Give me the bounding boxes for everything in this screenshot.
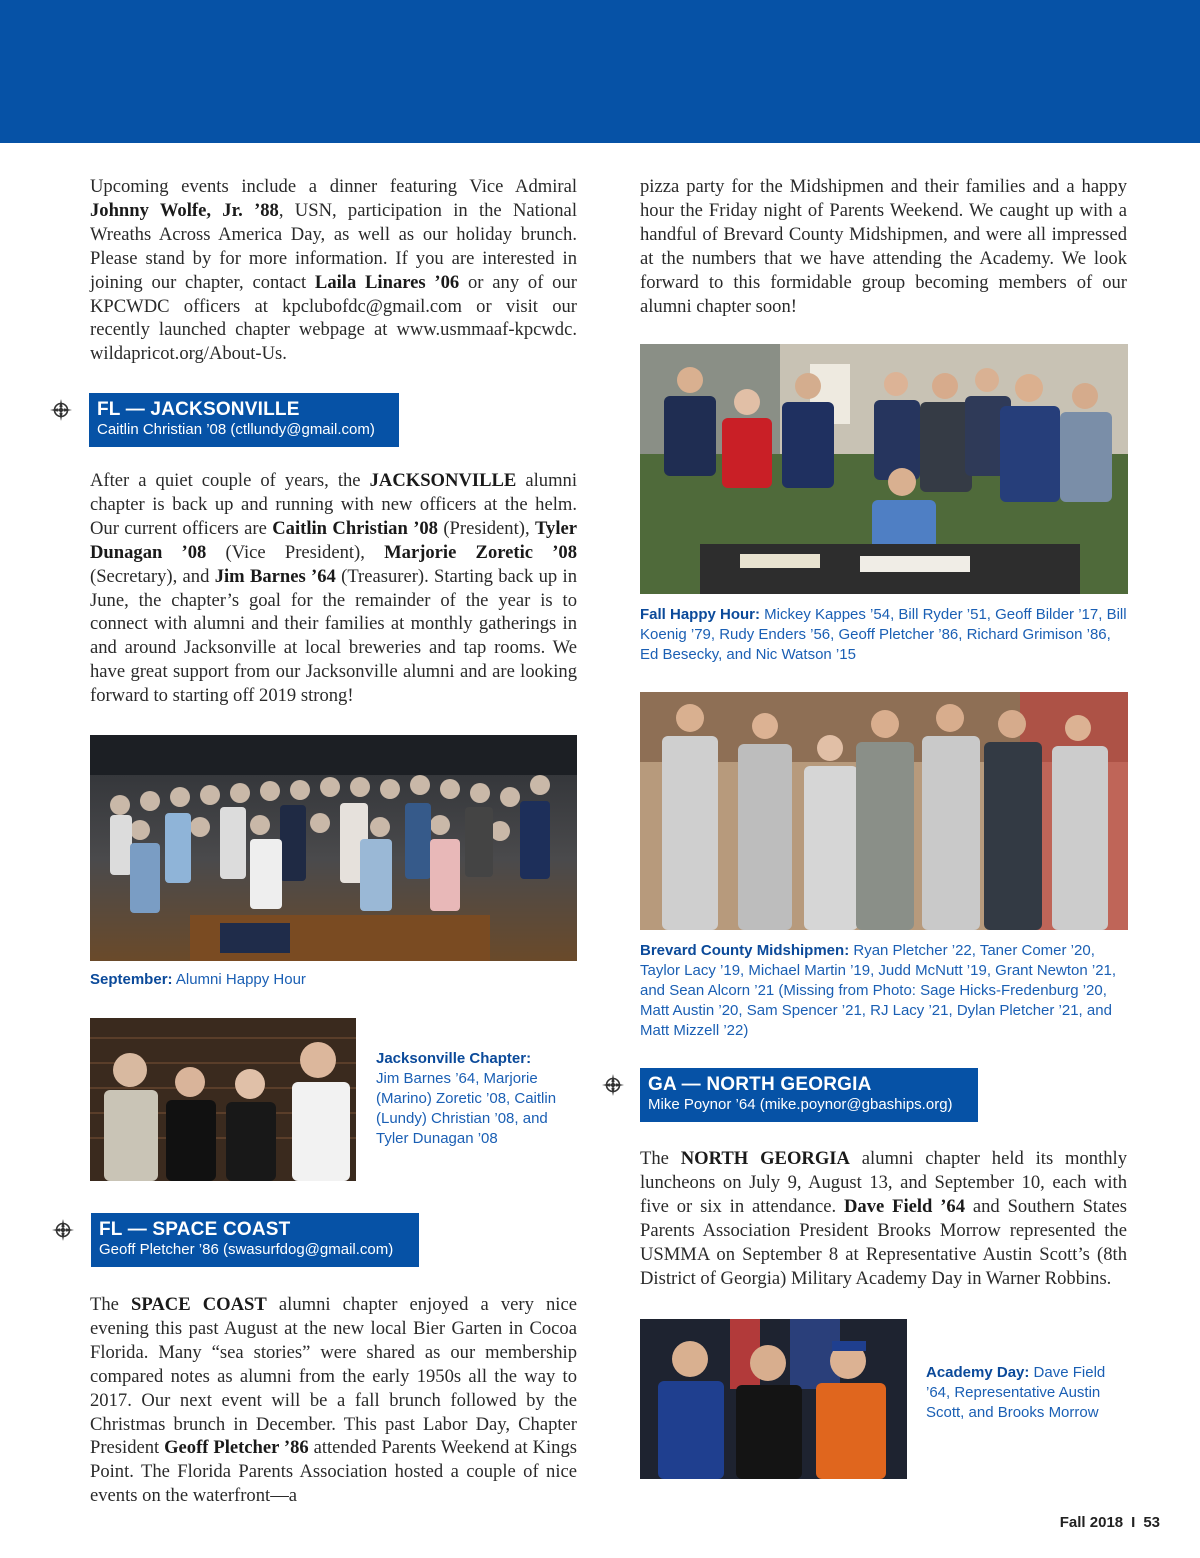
north-georgia-title: GA — NORTH GEORGIA bbox=[648, 1074, 872, 1095]
issue-label: Fall 2018 bbox=[1059, 1514, 1124, 1531]
page-footer bbox=[1060, 1514, 1160, 1531]
caption-label: Academy Day: bbox=[926, 1364, 1030, 1381]
footer-separator: I bbox=[1131, 1514, 1136, 1531]
body-text: After a quiet couple of years, the bbox=[90, 470, 370, 491]
officer-name: Marjorie Zoretic ’08 bbox=[384, 541, 577, 563]
body-text: alumni chapter enjoyed a very nice evening this past August at the new local Bier Garten in Cocoa Florida. Many “sea stories” were shared as our membership compared notes as alumni from the early 1950s all the way to 2017. Our next event will be a fall brunch followed by the Christmas brunch in December. This past Labor Day, Chapter President bbox=[90, 1294, 577, 1459]
intro-name: Johnny Wolfe, Jr. ’88 bbox=[90, 199, 279, 221]
body-text: (Secretary), and bbox=[90, 565, 215, 587]
body-text: The bbox=[640, 1148, 681, 1169]
col2-intro-paragraph bbox=[640, 175, 1127, 318]
intro-text: or any of our KPCWDC officers at kpclubofdc@gmail.com or visit our recently launched chapter webpage at www.usmmaaf-kpcwdc. wildapricot.org/About-Us. bbox=[90, 271, 577, 365]
chapter-name: JACKSONVILLE bbox=[369, 470, 517, 491]
intro-text: , USN, participation in the National Wreaths Across America Day, as well as our holiday brunch. Please stand by for more information. If you are interested in joining our chapter, contact bbox=[90, 199, 577, 293]
body-text: pizza party for the Midshipmen and their families and a happy hour the Friday night of Parents Weekend. We caught up with a handful of Brevard County Midshipmen, and were all impressed at the numbers that we have attending the Academy. We look forward to this formidable group becoming members of our alumni chapter soon! bbox=[640, 176, 1127, 317]
brevard-midshipmen-photo bbox=[640, 692, 1128, 930]
brevard-midshipmen-caption bbox=[640, 941, 1128, 1041]
jacksonville-chapter-photo bbox=[90, 1018, 356, 1181]
officer-name: Jim Barnes ’64 bbox=[214, 565, 336, 587]
caption-label: Jacksonville Chapter: bbox=[376, 1050, 532, 1067]
body-text: alumni chapter held its monthly luncheons on July 9, August 13, and September 10, each with five or six in attendance. bbox=[640, 1148, 1127, 1217]
caption-text: Mickey Kappes ’54, Bill Ryder ’51, Geoff Bilder ’17, Bill Koenig ’79, Rudy Enders ’56, Geoff Pletcher ’86, Richard Grimison ’86, Ed Besecky, and Nic Watson ’15 bbox=[640, 606, 1127, 663]
north-georgia-contact: Mike Poynor ’64 (mike.poynor@gbaships.org) bbox=[648, 1096, 953, 1113]
jacksonville-title: FL — JACKSONVILLE bbox=[97, 399, 300, 420]
academy-day-photo bbox=[640, 1319, 907, 1479]
caption-text: Jim Barnes ’64, Marjorie (Marino) Zoretic ’08, Caitlin (Lundy) Christian ’08, and Tyler Dunagan ’08 bbox=[376, 1070, 557, 1147]
body-text: attended Parents Weekend at Kings Point. The Florida Parents Association hosted a couple of nice events on the waterfront—a bbox=[90, 1437, 577, 1507]
intro-name: Laila Linares ’06 bbox=[314, 271, 460, 293]
caption-text: Dave Field ’64, Representative Austin Scott, and Brooks Morrow bbox=[926, 1364, 1106, 1421]
body-text: (President), bbox=[437, 517, 535, 539]
compass-rose-icon bbox=[52, 1219, 74, 1241]
fall-happy-hour-photo bbox=[640, 344, 1128, 594]
chapter-name: SPACE COAST bbox=[131, 1294, 267, 1315]
officer-name: Geoff Pletcher ’86 bbox=[164, 1437, 309, 1459]
compass-rose-icon bbox=[602, 1074, 624, 1096]
caption-label: Brevard County Midshipmen: bbox=[640, 942, 850, 959]
september-happy-hour-photo bbox=[90, 735, 577, 961]
compass-rose-icon bbox=[50, 399, 72, 421]
body-text: The bbox=[90, 1294, 132, 1315]
body-text: (Treasurer). Starting back up in June, the chapter’s goal for the remainder of the year is to connect with alumni and their families at monthly gatherings in and around Jacksonville at local breweries and tap rooms. We have great support from our Jacksonville alumni and are looking forward to starting off 2019 strong! bbox=[90, 565, 577, 707]
jacksonville-contact: Caitlin Christian ’08 (ctllundy@gmail.com) bbox=[97, 421, 375, 438]
body-text: and Southern States Parents Association President Brooks Morrow represented the USMMA on September 8 at Representative Austin Scott’s (8th District of Georgia) Military Academy Day in Warner Robbins. bbox=[640, 1195, 1127, 1289]
space-coast-title: FL — SPACE COAST bbox=[99, 1219, 291, 1240]
page-number: 53 bbox=[1143, 1514, 1160, 1531]
caption-label: September: bbox=[90, 971, 173, 988]
academy-day-caption bbox=[926, 1363, 1126, 1423]
jacksonville-header bbox=[89, 393, 399, 447]
body-text: (Vice President), bbox=[206, 541, 385, 563]
body-text: alumni chapter is back up and running with new officers at the helm. Our current officers are bbox=[90, 470, 577, 539]
september-caption bbox=[90, 970, 577, 990]
jacksonville-chapter-caption bbox=[376, 1049, 576, 1149]
jacksonville-paragraph bbox=[90, 469, 577, 708]
col1-intro-paragraph bbox=[90, 175, 577, 366]
space-coast-contact: Geoff Pletcher ’86 (swasurfdog@gmail.com) bbox=[99, 1241, 394, 1258]
chapter-name: NORTH GEORGIA bbox=[680, 1148, 850, 1169]
caption-text: Ryan Pletcher ’22, Taner Comer ’20, Taylor Lacy ’19, Michael Martin ’19, Judd McNutt ’19, Grant Newton ’21, and Sean Alcorn ’21 (Missing from Photo: Sage Hicks-Fredenburg ’20, Matt Austin ’20, Sam Spencer ’21, RJ Lacy ’21, Dylan Pletcher ’21, and Matt Mizzell ’22) bbox=[640, 942, 1117, 1039]
north-georgia-paragraph bbox=[640, 1147, 1127, 1290]
caption-label: Fall Happy Hour: bbox=[640, 606, 761, 623]
officer-name: Tyler Dunagan ’08 bbox=[90, 517, 577, 563]
space-coast-header bbox=[91, 1213, 419, 1267]
caption-text: Alumni Happy Hour bbox=[172, 971, 306, 988]
fall-happy-hour-caption bbox=[640, 605, 1128, 665]
intro-text: Upcoming events include a dinner featuring Vice Admiral bbox=[90, 176, 577, 197]
north-georgia-header bbox=[640, 1068, 978, 1122]
top-banner bbox=[0, 0, 1200, 143]
space-coast-paragraph bbox=[90, 1293, 577, 1508]
officer-name: Caitlin Christian ’08 bbox=[272, 517, 438, 539]
member-name: Dave Field ’64 bbox=[843, 1195, 966, 1217]
